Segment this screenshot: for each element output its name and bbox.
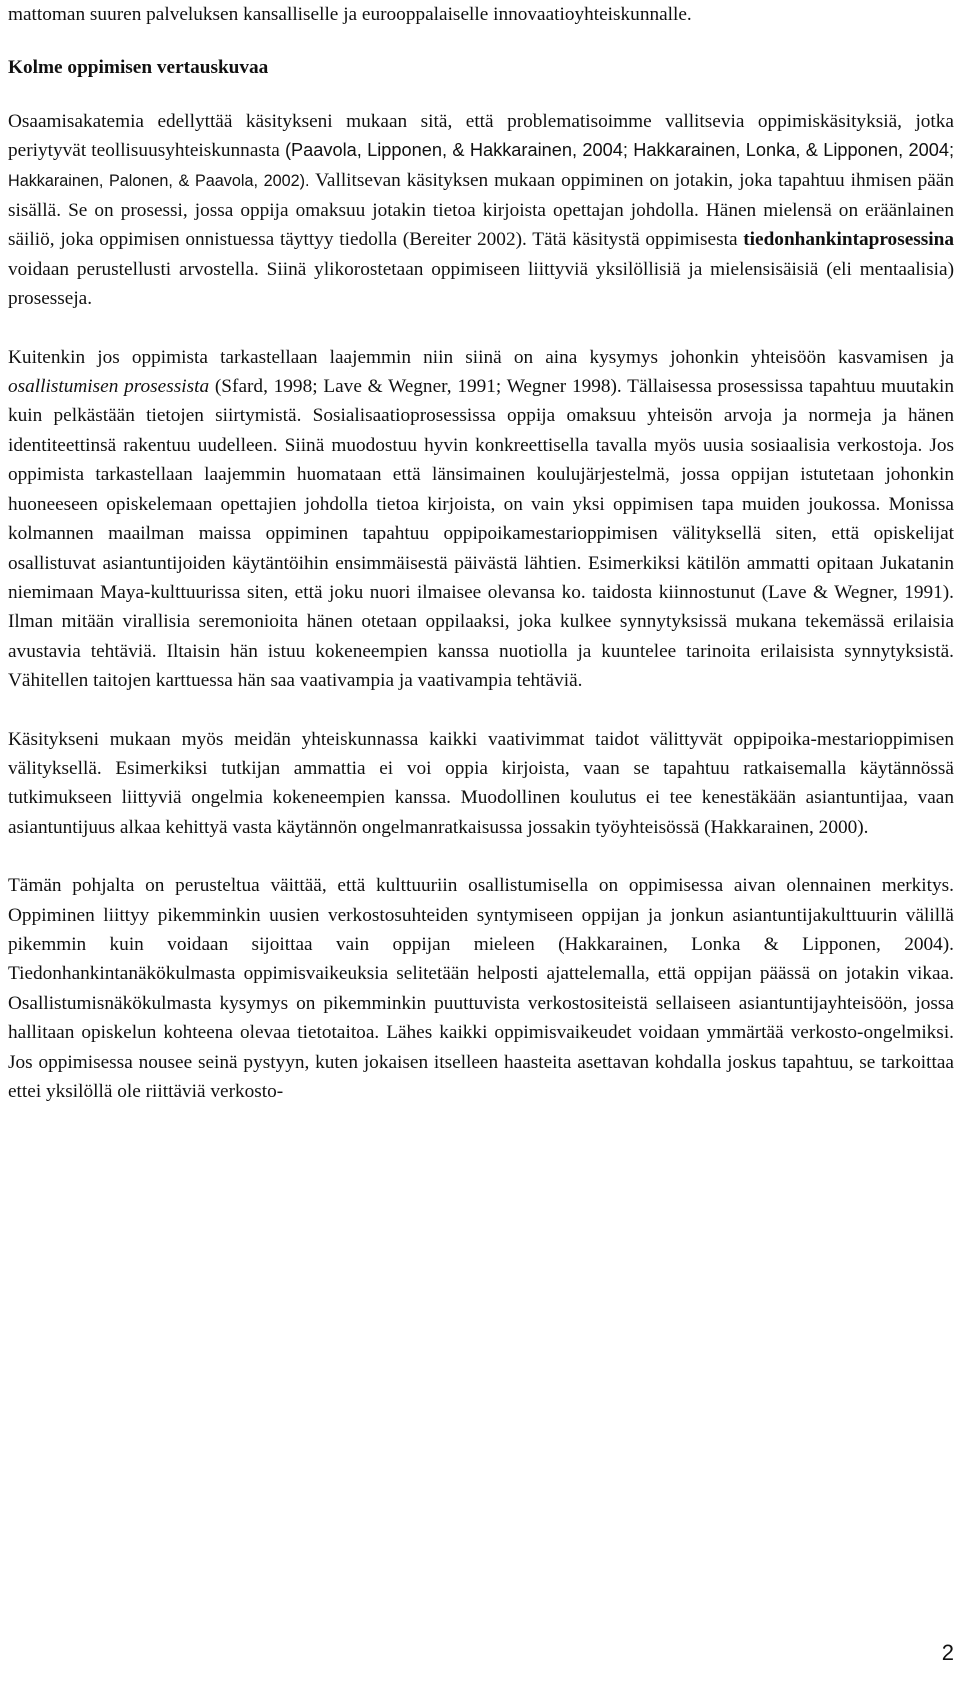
paragraph-2-text-a: Kuitenkin jos oppimista tarkastellaan laajemmin niin siinä on aina kysymys johonkin yhteisöön kasvamisen ja — [8, 346, 954, 368]
paragraph-2-text-b: (Sfard, 1998; Lave & Wegner, 1991; Wegner 1998). Tällaisessa prosessissa tapahtuu muutakin kuin pelkästään tietojen siirtymistä. Sosialisaatioprosessissa oppija omaksuu yhteisön arvoja ja normeja ja hänen identiteettinsä rakentuu uudelleen. Siinä muodostuu hyvin konkreettisella tavalla myös uusia sosiaalisia verkostoja. Jos oppimista tarkastellaan laajemmin huomataan että länsimainen koulujärjestelmä, jossa oppijan istutetaan johonkin huoneeseen opiskelemaan opettajien johdolla tietoa kirjoista, on vain yksi oppimisen tapa muiden joukossa. Monissa kolmannen maailman maissa oppiminen tapahtuu oppipoikamestarioppimisen välityksellä siten, että opiskelijat osallistuvat asiantuntijoiden käytäntöihin ensimmäisestä päivästä lähtien. Esimerkiksi kätilön ammatti opitaan Jukatanin niemimaan Maya-kulttuurissa siten, että joku nuori ilmaisee olevansa ko. taidosta kiinnostunut (Lave & Wegner, 1991). Ilman mitään virallisia seremonioita hänen otetaan oppilaaksi, joka kulkee synnytyksissä mukana tekemässä erilaisia avustavia tehtäviä. Iltaisin hän istuu kokeneempien kanssa nuotiolla ja kuuntelee tarinoita erilaisista synnytyksistä. Vähitellen taitojen karttuessa hän saa vaativampia ja vaativampia tehtäviä. — [8, 376, 954, 692]
paragraph-1-text-e: voidaan perustellusti arvostella. Siinä ylikorostetaan oppimiseen liittyviä yksilöllisiä ja mielensisäisiä (eli mentaalisia) prosesseja. — [8, 258, 954, 310]
paragraph-1-citation-a: (Paavola, Lipponen, & Hakkarainen, 2004; Hakkarainen, Lonka, & Lipponen, 2004; — [284, 140, 954, 161]
paragraph-4: Tämän pohjalta on perusteltua väittää, että kulttuuriin osallistumisella on oppimisessa aivan olennainen merkitys. Oppiminen liittyy pikemminkin uusien verkostosuhteiden syntymiseen oppijan ja jonkun asiantuntijakulttuurin välillä pikemmin kuin voidaan sijoittaa vain oppijan mieleen (Hakkarainen, Lonka & Lipponen, 2004). Tiedonhankintanäkökulmasta oppimisvaikeuksia selitetään helposti ajattelemalla, että oppijan päässä on jotakin vikaa. Osallistumisnäkökulmasta kysymys on pikemminkin puuttuvista verkostositeistä sellaiseen asiantuntijayhteisöön, jossa hallitaan opiskelun kohteena olevaa tietotaitoa. Lähes kaikki oppimisvaikeudet voidaan ymmärtää verkosto-ongelmiksi. Jos oppimisessa nousee seinä pystyyn, kuten jokaisen itselleen haasteita asettavan kohdalla joskus tapahtuu, se tarkoittaa ettei yksilöllä ole riittäviä verkosto- — [8, 875, 954, 1102]
paragraph-2-italic-term: osallistumisen prosessista — [8, 376, 210, 398]
spacer — [8, 314, 954, 343]
paragraph-continued: mattoman suuren palveluksen kansalliselle ja eurooppalaiselle innovaatioyhteiskunnalle. — [8, 4, 692, 25]
page-number: 2 — [941, 1640, 954, 1665]
section-heading: Kolme oppimisen vertauskuvaa — [8, 57, 269, 79]
paragraph-1-citation-b: Hakkarainen, Palonen, & Paavola, 2002). — [8, 171, 310, 190]
paragraph-2 — [8, 343, 954, 696]
paragraph-1-text-d: Vallitsevan käsityksen mukaan oppiminen on jotakin, joka tapahtuu ihmisen pään sisällä. Se on prosessi, jossa oppija omaksuu jotakin tietoa kirjoista opettajan johdolla. Hänen mielensä on eräänlainen säiliö, joka oppimisen onnistuessa täyttyy tiedolla (Bereiter 2002). Tätä käsitystä oppimisesta — [8, 169, 954, 251]
paragraph-1-text-a: Osaamisakatemia edellyttää käsitykseni mukaan sitä, että problematisoimme vallitsevia oppimiskäsityksiä, jotka periytyvät teollisuusyhteiskunnasta — [8, 110, 954, 162]
spacer — [8, 696, 954, 725]
document-page — [8, 0, 954, 1106]
paragraph-1 — [8, 107, 954, 314]
spacer — [8, 29, 954, 53]
spacer — [8, 842, 954, 871]
spacer — [8, 83, 954, 107]
paragraph-1-bold-term: tiedonhankintaprosessina — [743, 229, 954, 251]
paragraph-3: Käsitykseni mukaan myös meidän yhteiskunnassa kaikki vaativimmat taidot välittyvät oppipoika-mestarioppimisen välityksellä. Esimerkiksi tutkijan ammattia ei voi oppia kirjoista, vaan se tapahtuu ratkaisemalla käytännössä tutkimukseen liittyviä ongelmia kokeneempien kanssa. Muodollinen koulutus ei tee kenestäkään asiantuntijaa, vaan asiantuntijuus alkaa kehittyä vasta käytännön ongelmanratkaisussa jossakin työyhteisössä (Hakkarainen, 2000). — [8, 728, 954, 838]
